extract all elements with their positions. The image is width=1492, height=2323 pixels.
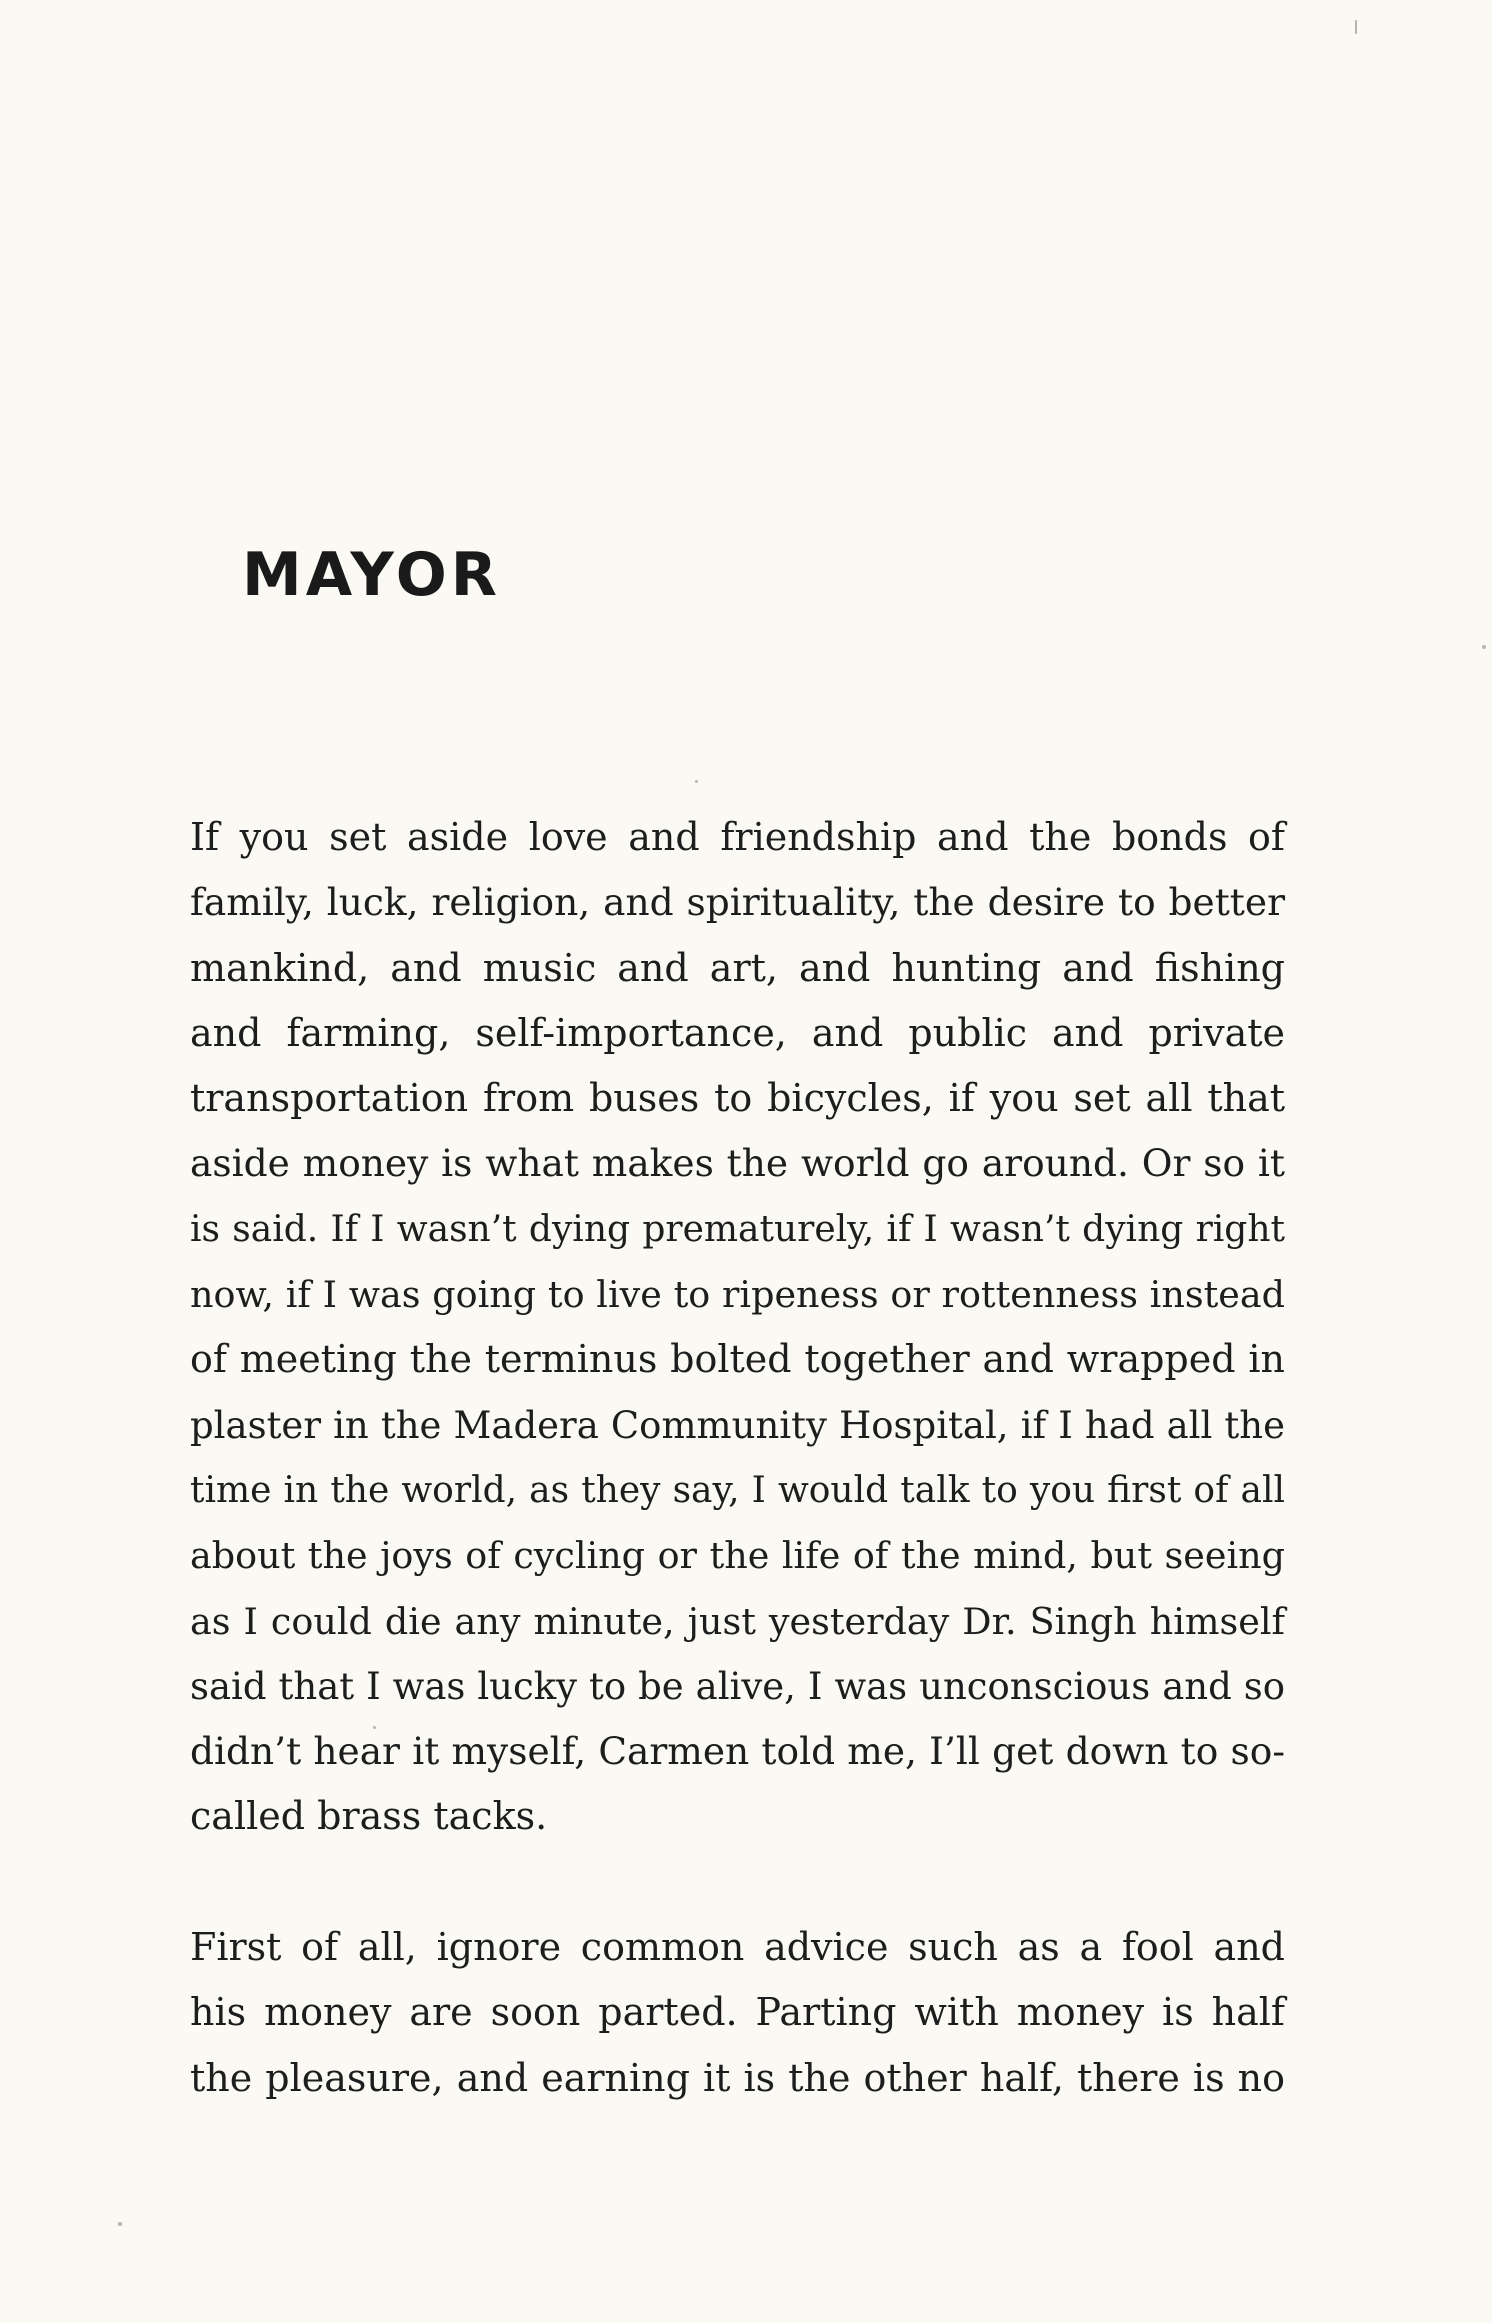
text-line: called brass tacks. bbox=[190, 1794, 548, 1839]
text-line: mankind, and music and art, and hunting and fishing bbox=[190, 945, 1285, 990]
text-line: of meeting the terminus bolted together and wrapped in bbox=[190, 1337, 1285, 1382]
text-line: If you set aside love and friendship and the bonds of bbox=[190, 815, 1285, 859]
text-line: his money are soon parted. Parting with money is half bbox=[190, 1990, 1285, 2035]
paragraph-2 bbox=[190, 1915, 1285, 2111]
text-line: didn’t hear it myself, Carmen told me, I’ll get down to so- bbox=[190, 1729, 1285, 1774]
text-line: plaster in the Madera Community Hospital, if I had all the bbox=[190, 1403, 1285, 1447]
text-line: aside money is what makes the world go around. Or so it bbox=[190, 1141, 1285, 1186]
text-line: about the joys of cycling or the life of the mind, but seeing bbox=[190, 1534, 1285, 1578]
text-line: is said. If I wasn’t dying prematurely, if I wasn’t dying right bbox=[190, 1208, 1285, 1250]
text-line: as I could die any minute, just yesterday Dr. Singh himself bbox=[190, 1599, 1285, 1643]
text-line: time in the world, as they say, I would talk to you first of all bbox=[190, 1469, 1285, 1511]
paper-speck bbox=[1482, 645, 1486, 649]
chapter-title: MAYOR bbox=[242, 540, 501, 610]
text-line: and farming, self-importance, and public and private bbox=[190, 1010, 1285, 1055]
paragraph-gap bbox=[190, 1850, 1285, 1915]
text-line: now, if I was going to live to ripeness or rottenness instead bbox=[190, 1273, 1285, 1317]
paragraph-1 bbox=[190, 805, 1285, 1850]
body-text bbox=[190, 805, 1285, 2111]
paper-speck bbox=[1355, 20, 1357, 34]
text-line: the pleasure, and earning it is the other half, there is no bbox=[190, 2055, 1285, 2100]
paper-speck bbox=[373, 1726, 376, 1729]
text-line: First of all, ignore common advice such as a fool and bbox=[190, 1925, 1285, 1970]
text-line: family, luck, religion, and spirituality, the desire to better bbox=[190, 880, 1285, 925]
text-line: said that I was lucky to be alive, I was unconscious and so bbox=[190, 1664, 1285, 1708]
paper-speck bbox=[118, 2222, 122, 2226]
text-line: transportation from buses to bicycles, if you set all that bbox=[190, 1076, 1285, 1121]
paper-speck bbox=[695, 780, 698, 783]
